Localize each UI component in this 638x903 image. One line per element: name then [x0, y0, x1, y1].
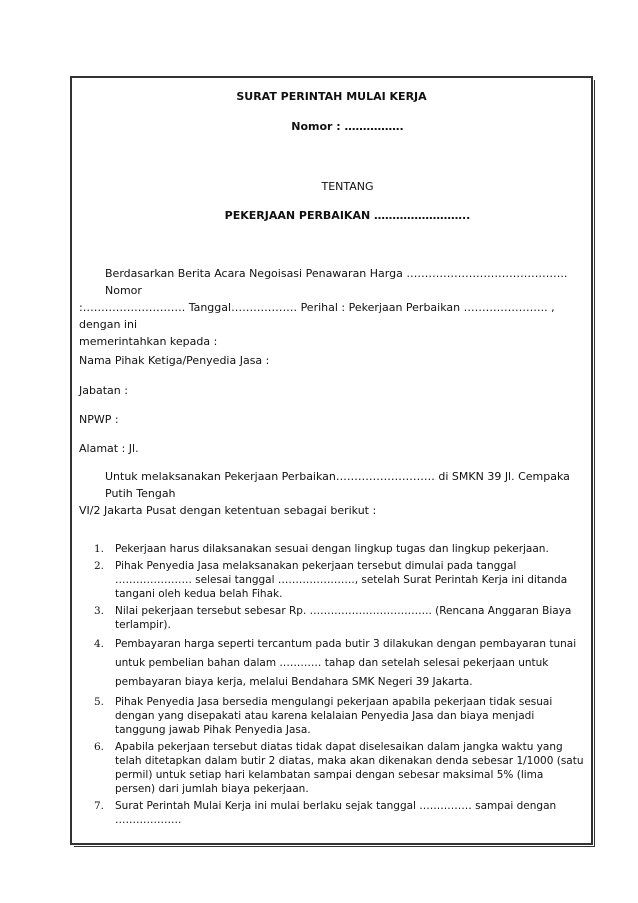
field-alamat: Alamat : Jl. [79, 442, 139, 455]
intro-paragraph [79, 265, 579, 350]
field-nama: Nama Pihak Ketiga/Penyedia Jasa : [79, 354, 270, 367]
scope-paragraph [79, 468, 579, 519]
document-number: Nomor : ……………. [291, 120, 404, 133]
tentang-heading: TENTANG [321, 180, 374, 193]
field-npwp: NPWP : [79, 413, 119, 426]
list-item: 7. Surat Perintah Mulai Kerja ini mulai berlaku sejak tanggal …………… sampai dengan ………………. [94, 800, 557, 826]
terms-list [94, 542, 584, 830]
intro-line-1: Berdasarkan Berita Acara Negoisasi Penawaran Harga …………………………………….. Nomor [105, 267, 568, 297]
list-item: 2. Pihak Penyedia Jasa melaksanakan pekerjaan tersebut dimulai pada tanggal …………………. selesai tanggal …………………., setelah Surat Perintah Kerja ini ditanda tangani oleh kedua belah Fihak. [94, 560, 568, 600]
list-item: 6. Apabila pekerjaan tersebut diatas tidak dapat diselesaikan dalam jangka waktu yang telah ditetapkan dalam butir 2 diatas, maka akan dikenakan denda sebesar 1/1000 (satu permil) untuk setiap hari kelambatan sampai dengan sebesar maksimal 5% (lima persen) dari jumlah biaya pekerjaan. [94, 741, 584, 795]
scope-line-1: Untuk melaksanakan Pekerjaan Perbaikan……………………… di SMKN 39 Jl. Cempaka Putih Tengah [105, 470, 570, 500]
list-item: 3. Nilai pekerjaan tersebut sebesar Rp. …………………………….. (Rencana Anggaran Biaya terlampir). [94, 605, 572, 631]
list-item: 1. Pekerjaan harus dilaksanakan sesuai dengan lingkup tugas dan lingkup pekerjaan. [94, 543, 549, 555]
field-jabatan: Jabatan : [79, 384, 128, 397]
intro-line-2: :………………………. Tanggal……………… Perihal : Pekerjaan Perbaikan ………………….. , dengan ini [79, 301, 555, 331]
document-frame [70, 76, 593, 845]
list-item: 5. Pihak Penyedia Jasa bersedia mengulangi pekerjaan apabila pekerjaan tidak sesuai dengan yang disepakati atau karena kelalaian Penyedia Jasa dan biaya menjadi tanggung jawab Pihak Penyedia Jasa. [94, 696, 553, 736]
scope-line-2: VI/2 Jakarta Pusat dengan ketentuan sebagai berikut : [79, 504, 377, 517]
list-item: 4. Pembayaran harga seperti tercantum pada butir 3 dilakukan dengan pembayaran tunai untuk pembelian bahan dalam ………… tahap dan setelah selesai pekerjaan untuk pembayaran biaya kerja, melalui Bendahara SMK Negeri 39 Jakarta. [94, 638, 577, 688]
intro-line-3: memerintahkan kepada : [79, 335, 218, 348]
document-title: SURAT PERINTAH MULAI KERJA [236, 90, 427, 103]
pekerjaan-heading: PEKERJAAN PERBAIKAN …………………….. [224, 209, 471, 222]
